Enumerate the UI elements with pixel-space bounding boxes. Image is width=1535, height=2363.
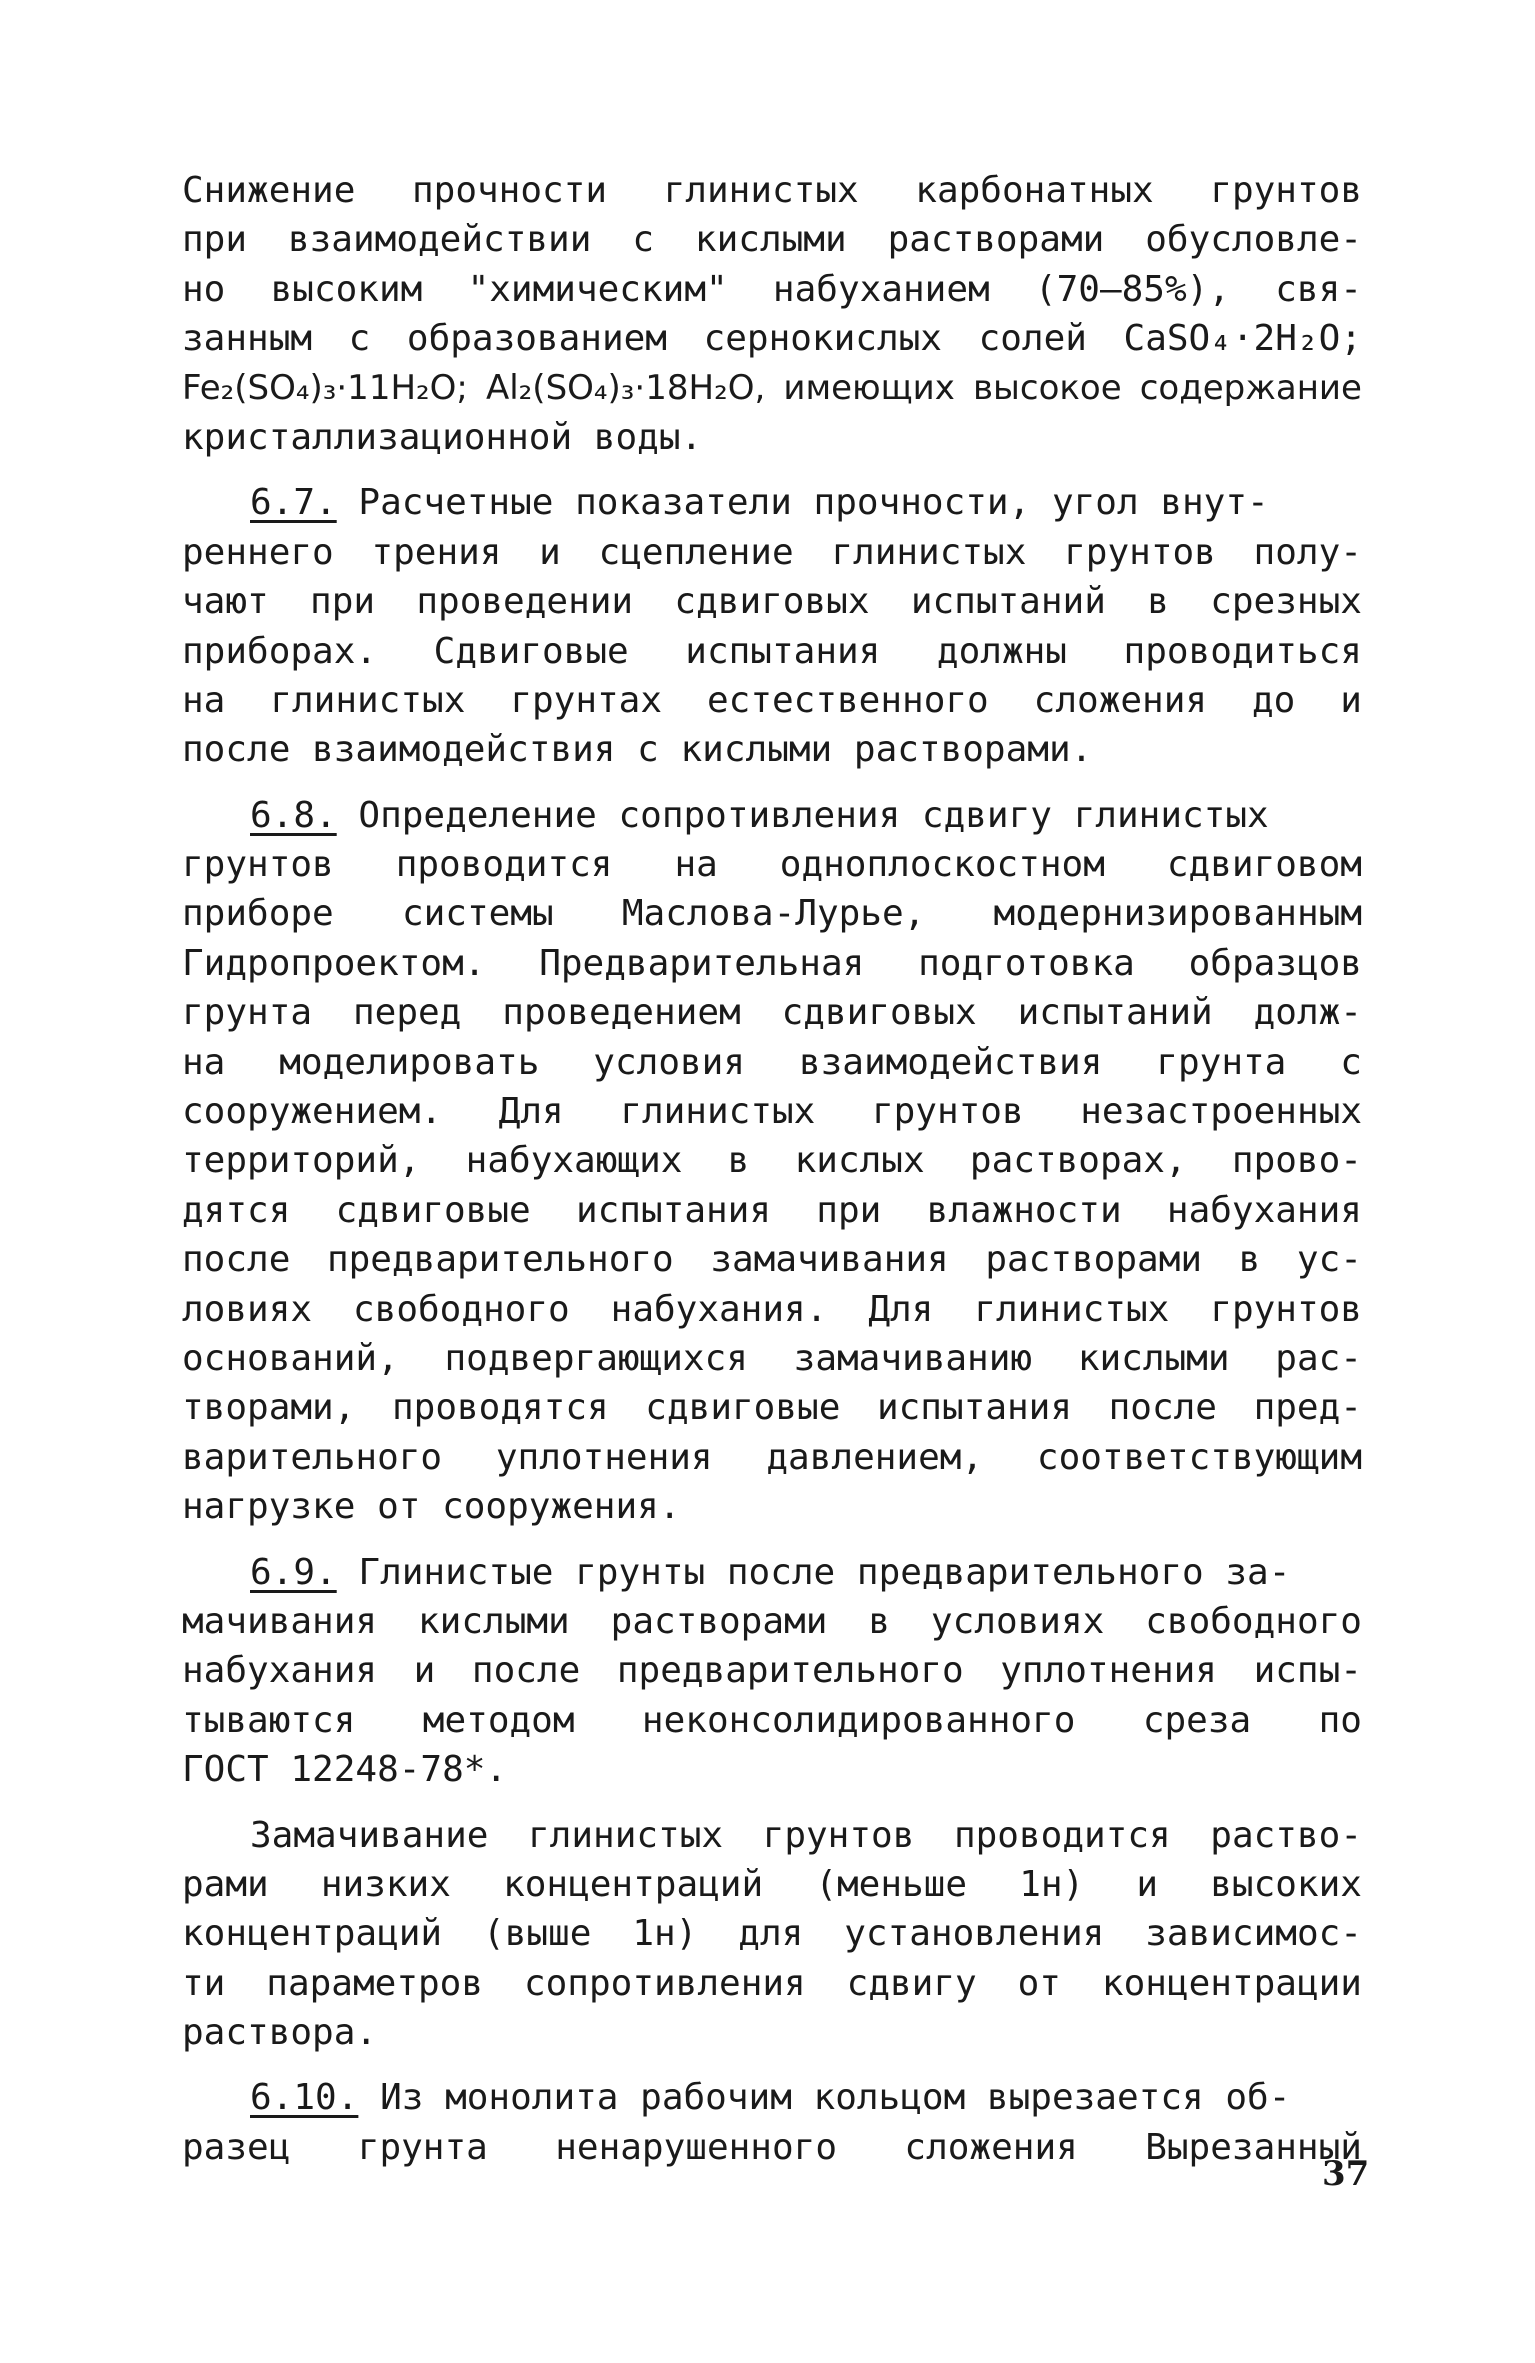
word: испытания xyxy=(876,1387,1073,1429)
section-6-10 xyxy=(182,2073,1362,2172)
paragraph-soaking xyxy=(182,1811,1362,2058)
section-number: 6.7. xyxy=(250,482,337,524)
word: грунтов xyxy=(762,1814,915,1856)
word: грунтах xyxy=(510,679,663,721)
text-line xyxy=(182,1959,1362,2008)
text-line xyxy=(182,314,1362,363)
text-line xyxy=(182,1597,1362,1646)
word: высоким xyxy=(270,268,423,310)
line-text: Глинистые грунты после предварительного за- xyxy=(358,1551,1291,1593)
word: сдвиговом xyxy=(1166,844,1362,886)
word: но xyxy=(182,268,226,310)
word: сложения xyxy=(1033,679,1208,721)
word: с xyxy=(348,318,371,360)
text-line xyxy=(182,676,1362,725)
word: оснований, xyxy=(182,1337,399,1379)
word: низких xyxy=(320,1863,451,1905)
word: высокое xyxy=(973,367,1122,408)
text-line xyxy=(182,1433,1362,1482)
word: в xyxy=(1147,581,1169,623)
word: кислыми xyxy=(1077,1337,1230,1379)
word: при xyxy=(310,581,376,623)
word: условиях xyxy=(930,1600,1105,1642)
word: до xyxy=(1252,679,1296,721)
word: прово- xyxy=(1231,1140,1362,1182)
text-line xyxy=(182,1383,1362,1432)
word: варительного xyxy=(182,1436,443,1478)
word: зависимос- xyxy=(1145,1913,1362,1955)
word: и xyxy=(413,1650,436,1692)
word: подвергающихся xyxy=(444,1337,748,1379)
word: после xyxy=(182,1239,291,1281)
text-line: нагрузке от сооружения. xyxy=(182,1486,681,1528)
text-line: ГОСТ 12248-78*. xyxy=(182,1749,508,1791)
word: сдвиговых xyxy=(674,581,870,623)
word: пред- xyxy=(1253,1387,1362,1429)
word: проводиться xyxy=(1123,630,1362,672)
text-line xyxy=(182,627,1362,676)
word: набухания. xyxy=(610,1288,828,1330)
word: грунта xyxy=(357,2126,488,2168)
word: предварительного xyxy=(616,1650,964,1692)
word: грунтов xyxy=(182,844,334,886)
word: проводится xyxy=(953,1814,1171,1856)
word: сооружением. xyxy=(182,1091,443,1133)
word: проведением xyxy=(502,992,741,1034)
paragraph-acid-swelling xyxy=(182,166,1362,462)
word: карбонатных xyxy=(915,170,1154,211)
word: содержание xyxy=(1139,367,1362,408)
word: 1н) xyxy=(1019,1863,1085,1905)
section-number: 6.8. xyxy=(250,794,337,836)
word: (выше xyxy=(483,1913,592,1955)
word: методом xyxy=(422,1699,575,1741)
word: замачиванию xyxy=(793,1337,1033,1379)
word: высоких xyxy=(1210,1863,1362,1905)
word: на xyxy=(182,1041,226,1083)
word: модернизированным xyxy=(993,893,1362,935)
text-line xyxy=(182,1136,1362,1185)
word: замачивания xyxy=(710,1239,949,1281)
word: проводятся xyxy=(391,1387,609,1429)
text-line xyxy=(182,1235,1362,1284)
text-line xyxy=(182,791,1362,840)
word: свободного xyxy=(352,1288,570,1330)
word: растворами xyxy=(985,1239,1203,1281)
document-body xyxy=(182,166,1362,2188)
text-line xyxy=(182,1811,1362,1860)
word: Fe₂(SO₄)₃·11H₂O; xyxy=(182,367,468,408)
word: разец xyxy=(182,2126,291,2168)
section-number: 6.10. xyxy=(250,2077,359,2119)
text-line xyxy=(182,1646,1362,1695)
word: растворами xyxy=(610,1600,828,1642)
text-line xyxy=(182,1285,1362,1334)
word: с xyxy=(632,219,654,261)
text-line xyxy=(182,1696,1362,1745)
word: Замачивание xyxy=(250,1814,489,1856)
text-line xyxy=(182,215,1362,264)
word: должны xyxy=(936,630,1067,672)
word: сцепление xyxy=(598,531,794,573)
word: и xyxy=(539,531,561,573)
word: и xyxy=(1136,1863,1159,1905)
word: глинистых xyxy=(663,170,859,211)
word: испытаний xyxy=(910,581,1106,623)
word: растворами xyxy=(887,219,1105,261)
text-line xyxy=(182,478,1362,527)
word: (меньше xyxy=(815,1863,968,1905)
word: незастроенных xyxy=(1080,1091,1362,1133)
word: перед xyxy=(352,992,462,1034)
word: концентрации xyxy=(1101,1962,1362,2004)
line-text: Расчетные показатели прочности, угол внут- xyxy=(358,482,1269,524)
word: ненарушенного xyxy=(555,2126,837,2168)
word: неконсолидированного xyxy=(641,1699,1076,1741)
line-text: Из монолита рабочим кольцом вырезается об- xyxy=(380,2077,1291,2119)
word: сложения xyxy=(904,2126,1078,2168)
word: грунта xyxy=(182,992,313,1034)
word: параметров xyxy=(266,1962,484,2004)
word: Для xyxy=(868,1288,934,1330)
word: ус- xyxy=(1296,1239,1362,1281)
word: образованием xyxy=(406,318,667,360)
word: по xyxy=(1318,1699,1362,1741)
word: кислыми xyxy=(418,1600,570,1642)
word: Для xyxy=(498,1091,564,1133)
word: 1н) xyxy=(632,1913,698,1955)
word: раство- xyxy=(1210,1814,1362,1856)
word: "химическим" xyxy=(467,268,728,310)
section-number: 6.9. xyxy=(250,1551,337,1593)
word: реннего xyxy=(182,531,334,573)
word: набухания xyxy=(182,1650,378,1692)
word: концентраций xyxy=(503,1863,764,1905)
word: сдвиговых xyxy=(781,992,977,1034)
text-line xyxy=(182,1909,1362,1958)
word: (70–85%), xyxy=(1034,268,1230,310)
word: с xyxy=(1340,1041,1362,1083)
word: проводится xyxy=(395,844,613,886)
text-line xyxy=(182,1038,1362,1087)
word: в xyxy=(1238,1239,1261,1281)
word: грунта xyxy=(1156,1041,1287,1083)
word: установления xyxy=(844,1913,1105,1955)
word: чают xyxy=(182,581,269,623)
word: глинистых xyxy=(831,531,1027,573)
section-6-8 xyxy=(182,791,1362,1532)
word: глинистых xyxy=(620,1091,816,1133)
text-line xyxy=(182,265,1362,314)
word: естественного xyxy=(706,679,989,721)
word: дятся xyxy=(182,1189,291,1231)
word: взаимодействии xyxy=(287,219,592,261)
text-line xyxy=(182,1334,1362,1383)
word: уплотнения xyxy=(495,1436,713,1478)
text-line xyxy=(182,840,1362,889)
word: соответствующим xyxy=(1036,1436,1362,1478)
word: грунтов xyxy=(1210,170,1362,211)
word: глинистых xyxy=(528,1814,724,1856)
word: глинистых xyxy=(270,679,466,721)
word: влажности xyxy=(926,1189,1122,1231)
word: при xyxy=(182,219,248,261)
word: подготовка xyxy=(918,942,1135,984)
word: приборах. xyxy=(182,630,378,672)
word: Сдвиговые xyxy=(433,630,629,672)
word: грунтов xyxy=(871,1091,1024,1133)
word: растворах, xyxy=(969,1140,1187,1182)
word: творами, xyxy=(182,1387,356,1429)
word: среза xyxy=(1142,1699,1252,1741)
word: занным xyxy=(182,318,313,360)
word: кислых xyxy=(794,1140,925,1182)
word: кислыми xyxy=(694,219,847,261)
text-line: кристаллизационной воды. xyxy=(182,416,703,458)
word: сдвигу xyxy=(846,1962,977,2004)
word: в xyxy=(868,1600,890,1642)
word: рас- xyxy=(1275,1337,1362,1379)
word: набухающих xyxy=(465,1140,683,1182)
word: Снижение xyxy=(182,170,356,211)
text-line xyxy=(182,528,1362,577)
word: концентраций xyxy=(182,1913,443,1955)
word: глинистых xyxy=(974,1288,1170,1330)
word: CaSO₄·2H₂O; xyxy=(1123,318,1362,360)
word: моделировать xyxy=(279,1041,540,1083)
word: взаимодействия xyxy=(798,1041,1103,1083)
word: набуханием xyxy=(772,268,990,310)
word: приборе xyxy=(182,893,334,935)
text-line xyxy=(182,939,1362,988)
word: в xyxy=(727,1140,750,1182)
word: свя- xyxy=(1275,268,1362,310)
word: испытания xyxy=(685,630,881,672)
word: Маслова-Лурье, xyxy=(621,893,926,935)
word: ти xyxy=(182,1962,226,2004)
word: грунтов xyxy=(1210,1288,1362,1330)
text-line: после взаимодействия с кислыми растворами. xyxy=(182,729,1093,771)
word: прочности xyxy=(411,170,608,211)
word: после xyxy=(471,1650,581,1692)
word: грунтов xyxy=(1064,531,1216,573)
word: Предварительная xyxy=(539,942,865,984)
text-line xyxy=(182,1548,1362,1597)
word: территорий, xyxy=(182,1140,421,1182)
word: сдвиговые xyxy=(645,1387,841,1429)
word: на xyxy=(674,844,718,886)
word: срезных xyxy=(1210,581,1362,623)
text-line xyxy=(182,2123,1362,2172)
word: полу- xyxy=(1253,531,1362,573)
word: давлением, xyxy=(766,1436,984,1478)
text-line xyxy=(182,988,1362,1037)
word: сопротивления xyxy=(523,1962,806,2004)
text-line xyxy=(182,1087,1362,1136)
section-6-7 xyxy=(182,478,1362,774)
word: мачивания xyxy=(182,1600,378,1642)
word: Гидропроектом. xyxy=(182,942,486,984)
text-line xyxy=(182,1860,1362,1909)
formula-line xyxy=(182,364,1362,413)
word: проведении xyxy=(416,581,634,623)
word: для xyxy=(738,1913,804,1955)
word: одноплоскостном xyxy=(779,844,1105,886)
line-text: Определение сопротивления сдвигу глинистых xyxy=(358,794,1269,836)
word: на xyxy=(182,679,226,721)
word: имеющих xyxy=(783,367,955,408)
word: набухания xyxy=(1166,1189,1362,1231)
word: тываются xyxy=(182,1699,356,1741)
word: уплотнения xyxy=(1000,1650,1217,1692)
word: испы- xyxy=(1253,1650,1362,1692)
section-6-9 xyxy=(182,1548,1362,1795)
word: Al₂(SO₄)₃·18H₂O, xyxy=(485,367,766,408)
word: ловиях xyxy=(182,1288,313,1330)
word: предварительного xyxy=(326,1239,674,1281)
word: образцов xyxy=(1188,942,1362,984)
text-line: раствора. xyxy=(182,2012,378,2054)
word: свободного xyxy=(1145,1600,1362,1642)
word: Вырезанный xyxy=(1145,2126,1362,2168)
word: рами xyxy=(182,1863,269,1905)
text-line xyxy=(182,889,1362,938)
text-line xyxy=(182,2073,1362,2122)
text-line xyxy=(182,1186,1362,1235)
word: солей xyxy=(978,318,1087,360)
word: трения xyxy=(371,531,502,573)
word: от xyxy=(1017,1962,1061,2004)
text-line xyxy=(182,166,1362,215)
word: испытания xyxy=(575,1189,772,1231)
word: условия xyxy=(593,1041,746,1083)
page-number: 37 xyxy=(1322,2154,1370,2194)
word: сернокислых xyxy=(703,318,942,360)
word: после xyxy=(1108,1387,1217,1429)
word: сдвиговые xyxy=(335,1189,531,1231)
word: системы xyxy=(401,893,554,935)
word: и xyxy=(1340,679,1362,721)
text-line xyxy=(182,577,1362,626)
word: долж- xyxy=(1253,992,1362,1034)
word: при xyxy=(816,1189,882,1231)
word: испытаний xyxy=(1017,992,1213,1034)
word: обусловле- xyxy=(1145,219,1362,261)
